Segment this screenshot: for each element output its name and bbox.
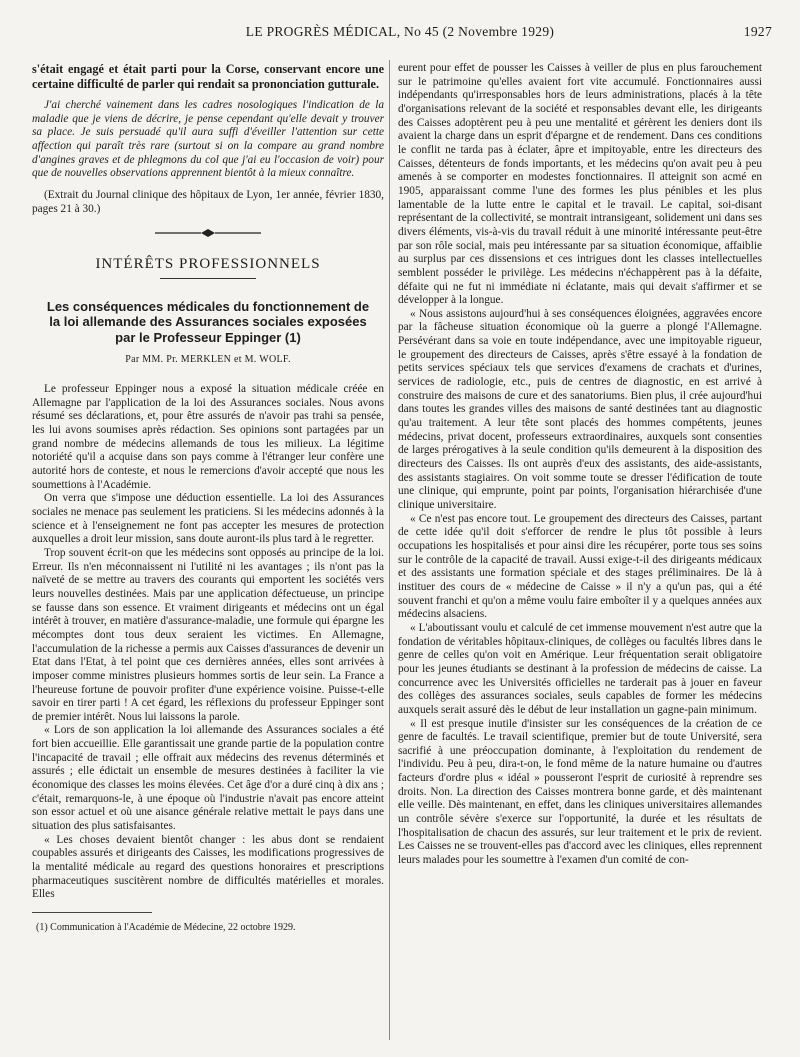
right-column [398, 62, 762, 868]
article-title: Les conséquences médicales du fonctionnement de la loi allemande des Assurances sociales exposées par le Professeur Eppinger (1) [46, 298, 370, 345]
section-title: INTÉRÊTS PROFESSIONNELS [95, 256, 321, 273]
body-paragraph: Trop souvent écrit-on que les médecins sont opposés au principe de la loi. Erreur. Ils n'en méconnaissent ni l'utilité ni les avantages ; ils n'ont pas la naïveté de se mettre au travers des courants qui emportent les sociétés vers leurs nouvelles destinées. Mais par une application défectueuse, un principe se fausse dans son essence. Et vraiment dirigeants et médecins ont un égal intérêt à trouver, en matière d'assurance-maladie, une formule qui épargne les mécomptes dont tous deux seraient les victimes. En Allemagne, l'accumulation de la richesse a permis aux Caisses d'assurances de devenir un Etat dans l'Etat, à tel point que ces dernières années, elles sont arrivées à imposer comme ministres plusieurs hommes sortis de leur sein. La France a l'heureuse fortune de pouvoir profiter d'une expérience voisine. Puisse-t-elle savoir en tirer parti ! A cet égard, les réflexions du professeur Eppinger sont de premier intérêt. Nous lui laissons la parole. [32, 546, 384, 723]
journal-header-title: LE PROGRÈS MÉDICAL, No 45 (2 Novembre 1929) [245, 24, 555, 39]
body-paragraph: « Les choses devaient bientôt changer : les abus dont se rendaient coupables assurés et dirigeants des Caisses, les modifications progressives de la mentalité médicale au regard des questions honoraires et prescriptions pharmaceutiques suscitèrent nombre de difficultés matérielles et morales. Elles [32, 833, 384, 901]
citation: (Extrait du Journal clinique des hôpitaux de Lyon, 1er année, février 1830, pages 21 à 30.) [32, 188, 384, 215]
column-divider [389, 60, 390, 1040]
footnote: (1) Communication à l'Académie de Médecine, 22 octobre 1929. [36, 922, 296, 933]
italic-quote: J'ai cherché vainement dans les cadres nosologiques l'indication de la maladie que je viens de décrire, je pense cependant qu'elle devait y trouver sa place. Je suis persuadé qu'il aura suffi d'éveiller l'attention sur cette affection qui paraît très rare (surtout si on la compare au grand nombre d'angines graves et de phlegmons du col que j'ai eu l'occasion de voir) pour que de nouvelles observations apprennent bientôt à la mieux connaître. [32, 99, 384, 180]
body-paragraph: « L'aboutissant voulu et calculé de cet immense mouvement n'est autre que la fondation de véritables hôpitaux-cliniques, de collèges ou facultés libres dans le genre de celles qu'on voit en Amérique. Leur fréquentation serait obligatoire pour les jeunes étudiants se destinant à la profession de médecins de caisse. La concurrence avec les Universités officielles ne tarderait pas à jouer en faveur des collèges des assurances sociales, seuls capables de former les médecins auxquels serait assuré dès le début de leur installation un gagne-pain minimum. [398, 621, 762, 716]
body-paragraph: « Ce n'est pas encore tout. Le groupement des directeurs des Caisses, partant de cette idée qu'il doit s'efforcer de rendre le plus tôt possible à leurs occupations les hospitalisés et pour ainsi dire les récupérer, porte tous ses soins sur le contrôle de la capacité de travail. Aussi exige-t-il des dirigeants médicaux et des assistants une formation spéciale et des stages préliminaires. De là à instituer des cours de « médecine de Caisse » il n'y a qu'un pas, qui a été souvent franchi et qu'on a même voulu faire emboîter il y a quelques années aux médecins alsaciens. [398, 512, 762, 621]
body-paragraph: « Nous assistons aujourd'hui à ses conséquences éloignées, aggravées encore par la fâcheuse situation économique où la guerre a plongé l'Allemagne. Persévérant dans sa voie en toute indépendance, avec une impitoyable rigueur, le groupement des directeurs de Caisses, après s'être essayé à la fondation de petits services spéciaux tels que services d'examens de crachats et d'urines, services de radiologie, etc., puis de centres de diagnostic, en est arrivé à construire des maisons de cure et des sanatoriums. Bien plus, il crée aujourd'hui dans toutes les grandes villes des maisons de santé destinées tant au diagnostic qu'au traitement. A leur tête sont placés des hommes compétents, jeunes médecins, privat docent, professeurs extraordinaires, auxquels sont consenties de larges prérogatives à la seule condition qu'ils demeurent à la disposition des directeurs des Caisses. Ils ont auprès d'eux des assistants, des aide-assistants, des assistants stagiaires. On voit somme toute se dresser l'édification de toute une clinique, qui emprunte, point par points, l'organisation hiérarchisée d'une clinique universitaire. [398, 307, 762, 511]
ornament-divider [153, 228, 263, 238]
page-number: 1927 [743, 24, 772, 39]
section-rule [160, 278, 256, 279]
footnote-rule [32, 912, 152, 913]
intro-paragraph: s'était engagé et était parti pour la Corse, conservant encore une certaine difficulté de parler qui rendait sa prononciation gutturale. [32, 62, 384, 91]
body-paragraph: eurent pour effet de pousser les Caisses à veiller de plus en plus farouchement sur le patrimoine qu'elles avaient fort vite accumulé. Fonctionnaires aussi indépendants qu'irresponsables hors de leurs administrations, placés à la tête d'organisations relevant de la société et responsables devant elle, les dirigeants des Caisses adoptèrent peu à peu une mentalité et gérèrent les deniers dont ils avaient la charge dans un esprit d'épargne et de rendement. Dans ces conditions le conflit ne tarda pas à éclater, âpre et impitoyable, entre les directeurs des Caisses, détenteurs de fonds importants, et les médecins qu'on avait peu à peu amenés à se comporter en modestes fonctionnaires. Il atteignit son acmé en 1905, apparaissant comme l'une des formes les plus pénibles et les plus lamentable de la lutte entre le capital et le travail. Le capital, soi-disant représentant de la collectivité, se montrait intransigeant, solidement uni dans ses divers éléments, vis-à-vis du travail réduit à une minorité intéressante peut-être par son rôle social, mais peu intéressante par sa situation économique, affaiblie au surplus par ces dissensions et ces intrigues dont les classes intellectuelles semblent posséder le privilège. Les médecins n'échappèrent pas à la défaite, défaite qui ne fut ni immédiate ni éclatante, mais qui devait s'affirmer et se développer à la longue. [398, 62, 762, 307]
body-paragraph: On verra que s'impose une déduction essentielle. La loi des Assurances sociales ne menace pas seulement les praticiens. Si les médecins adonnés à la science et à l'enseignement ne font pas accepter les mesures de protection auxquelles a droit leur mission, sans doute auront-ils plus tard à le regretter. [32, 492, 384, 546]
left-column [32, 62, 384, 935]
article-authors: Par MM. Pr. MERKLEN et M. WOLF. [125, 354, 291, 366]
body-paragraph: Le professeur Eppinger nous a exposé la situation médicale créée en Allemagne par l'application de la loi des Assurances sociales. Nous avons résumé ses déclarations, et, pour être assurés de n'avoir pas trahi sa pensée, les lui avons soumises après rédaction. Ses opinions sont partagées par un grand nombre de médecins allemands de tous les milieux. La légitime notoriété qu'il a acquise dans son pays comme à l'étranger leur confère une autorité hors de conteste, et nous le remercions d'avoir accepté que nous les soumettions à l'Académie. [32, 383, 384, 491]
body-paragraph: « Il est presque inutile d'insister sur les conséquences de la création de ce genre de facultés. Le travail scientifique, premier but de toute Université, sera sacrifié à une préoccupation dominante, à l'exploitation du rendement de l'individu. Peu à peu, dira-t-on, le fond même de la nature humaine ou d'autres facteurs d'ordre plus « idéal » pousseront l'esprit de curiosité à reprendre ses droits. Non. La direction des Caisses montrera bonne garde, et dès maintenant elle veille. Dès maintenant, en effet, dans les cliniques universitaires allemandes un contrôle sévère s'exerce sur l'opportunité, la durée et les résultats de l'hospitalisation de chacun des assurés, sur leur traitement et le prix de revient. Les Caisses ne se trouvent-elles pas d'accord avec les cliniques, elles reprennent leurs malades pour les soumettre à l'examen d'un comité de con- [398, 717, 762, 867]
running-header [28, 24, 772, 42]
left-body [32, 383, 384, 902]
body-paragraph: « Lors de son application la loi allemande des Assurances sociales a été fort bien accueillie. Elle garantissait une grande partie de la population contre l'incapacité de travail ; elle offrait aux médecins des revenus déterminés et assurés ; elle édictait un ensemble de mesures destinées à faciliter la vie économique des classes les moins élevées. Cet âge d'or a duré cinq à dix ans ; c'était, remarquons-le, à une époque où l'industrie n'avait pas encore atteint son essor actuel et où une aisance générale relative mettait le pays dans une situation des plus satisfaisantes. [32, 724, 384, 833]
